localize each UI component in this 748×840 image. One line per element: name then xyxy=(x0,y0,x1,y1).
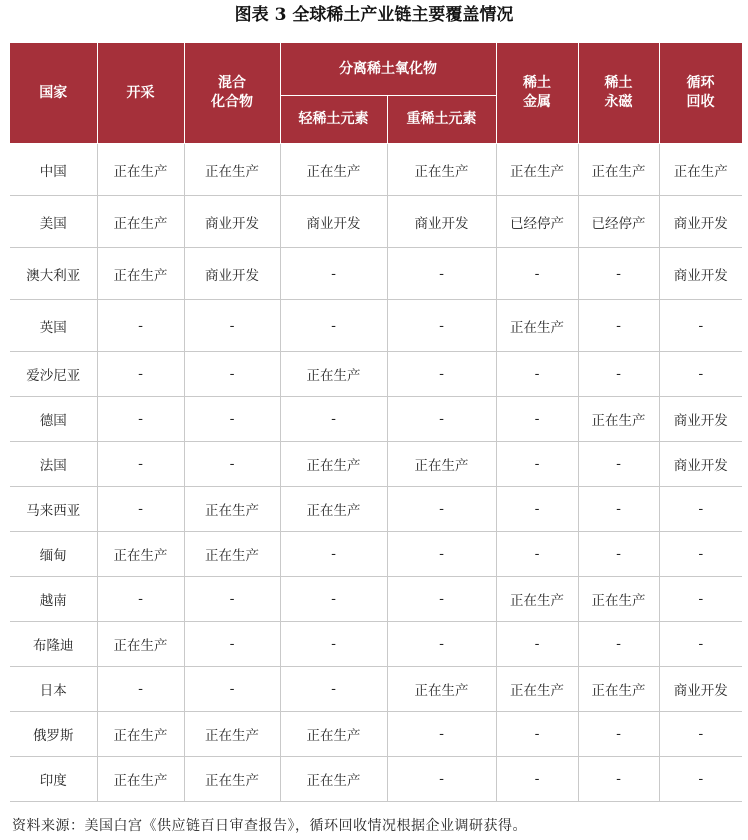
status-cell: - xyxy=(97,667,184,712)
country-cell: 日本 xyxy=(10,667,97,712)
status-cell: 正在生产 xyxy=(659,144,742,196)
country-cell: 爱沙尼亚 xyxy=(10,352,97,397)
status-cell: 正在生产 xyxy=(184,532,280,577)
status-cell: - xyxy=(97,442,184,487)
status-cell: 商业开发 xyxy=(387,196,496,248)
status-cell: 正在生产 xyxy=(184,712,280,757)
status-cell: - xyxy=(387,397,496,442)
status-cell: - xyxy=(659,487,742,532)
header-country: 国家 xyxy=(10,43,97,144)
figure-title: 图表 3 全球稀土产业链主要覆盖情况 xyxy=(234,5,514,25)
header-permanent-magnet: 稀土 永磁 xyxy=(578,43,659,144)
status-cell: 正在生产 xyxy=(280,712,387,757)
status-cell: - xyxy=(280,667,387,712)
status-cell: 正在生产 xyxy=(496,300,578,352)
status-cell: 正在生产 xyxy=(97,622,184,667)
status-cell: 商业开发 xyxy=(659,397,742,442)
status-cell: - xyxy=(280,248,387,300)
status-cell: - xyxy=(578,757,659,802)
header-recycling: 循环 回收 xyxy=(659,43,742,144)
status-cell: 正在生产 xyxy=(97,196,184,248)
country-cell: 布隆迪 xyxy=(10,622,97,667)
status-cell: - xyxy=(496,397,578,442)
status-cell: 正在生产 xyxy=(280,442,387,487)
country-cell: 俄罗斯 xyxy=(10,712,97,757)
status-cell: - xyxy=(496,442,578,487)
country-cell: 德国 xyxy=(10,397,97,442)
country-cell: 缅甸 xyxy=(10,532,97,577)
status-cell: - xyxy=(387,757,496,802)
status-cell: 正在生产 xyxy=(496,577,578,622)
status-cell: 商业开发 xyxy=(184,196,280,248)
status-cell: 商业开发 xyxy=(659,196,742,248)
status-cell: - xyxy=(97,300,184,352)
status-cell: - xyxy=(659,352,742,397)
status-cell: - xyxy=(387,622,496,667)
status-cell: - xyxy=(578,352,659,397)
status-cell: 正在生产 xyxy=(97,248,184,300)
header-rare-earth-metal: 稀土 金属 xyxy=(496,43,578,144)
status-cell: 正在生产 xyxy=(184,487,280,532)
rare-earth-coverage-table xyxy=(10,42,743,802)
status-cell: - xyxy=(659,622,742,667)
table-row xyxy=(10,487,742,532)
country-cell: 中国 xyxy=(10,144,97,196)
status-cell: 正在生产 xyxy=(496,667,578,712)
status-cell: 正在生产 xyxy=(97,144,184,196)
header-mixed-compounds: 混合 化合物 xyxy=(184,43,280,144)
status-cell: - xyxy=(97,487,184,532)
table-header xyxy=(10,43,742,144)
country-cell: 印度 xyxy=(10,757,97,802)
table-row xyxy=(10,757,742,802)
status-cell: - xyxy=(387,300,496,352)
status-cell: 正在生产 xyxy=(280,757,387,802)
status-cell: - xyxy=(496,712,578,757)
status-cell: - xyxy=(578,248,659,300)
table-row xyxy=(10,442,742,487)
status-cell: - xyxy=(578,622,659,667)
status-cell: 正在生产 xyxy=(578,144,659,196)
status-cell: 正在生产 xyxy=(387,667,496,712)
header-mining: 开采 xyxy=(97,43,184,144)
status-cell: - xyxy=(578,300,659,352)
status-cell: - xyxy=(280,397,387,442)
status-cell: - xyxy=(578,712,659,757)
source-note: 资料来源：美国白宫《供应链百日审查报告》，循环回收情况根据企业调研获得。 xyxy=(12,818,527,834)
status-cell: - xyxy=(496,248,578,300)
status-cell: - xyxy=(184,622,280,667)
status-cell: 正在生产 xyxy=(97,712,184,757)
status-cell: - xyxy=(184,397,280,442)
country-cell: 澳大利亚 xyxy=(10,248,97,300)
status-cell: - xyxy=(280,577,387,622)
status-cell: - xyxy=(184,352,280,397)
header-light-rare-earth: 轻稀土元素 xyxy=(280,96,387,144)
status-cell: - xyxy=(97,352,184,397)
table-row xyxy=(10,532,742,577)
status-cell: - xyxy=(659,577,742,622)
status-cell: 正在生产 xyxy=(578,397,659,442)
status-cell: - xyxy=(659,712,742,757)
table-row xyxy=(10,622,742,667)
status-cell: 正在生产 xyxy=(496,144,578,196)
status-cell: 正在生产 xyxy=(280,144,387,196)
status-cell: 正在生产 xyxy=(280,487,387,532)
status-cell: - xyxy=(280,622,387,667)
status-cell: - xyxy=(184,442,280,487)
status-cell: - xyxy=(496,622,578,667)
status-cell: - xyxy=(184,577,280,622)
country-cell: 美国 xyxy=(10,196,97,248)
status-cell: - xyxy=(387,577,496,622)
status-cell: 商业开发 xyxy=(184,248,280,300)
status-cell: - xyxy=(387,248,496,300)
status-cell: 正在生产 xyxy=(184,757,280,802)
table-body xyxy=(10,144,742,802)
status-cell: 正在生产 xyxy=(97,757,184,802)
status-cell: 商业开发 xyxy=(659,667,742,712)
table-row xyxy=(10,352,742,397)
status-cell: - xyxy=(659,300,742,352)
status-cell: - xyxy=(97,577,184,622)
status-cell: - xyxy=(280,532,387,577)
header-separated-oxides: 分离稀土氧化物 xyxy=(280,43,496,96)
country-cell: 英国 xyxy=(10,300,97,352)
status-cell: 正在生产 xyxy=(387,442,496,487)
table-row xyxy=(10,196,742,248)
status-cell: 已经停产 xyxy=(578,196,659,248)
status-cell: - xyxy=(387,532,496,577)
country-cell: 马来西亚 xyxy=(10,487,97,532)
status-cell: - xyxy=(496,532,578,577)
status-cell: 正在生产 xyxy=(184,144,280,196)
status-cell: - xyxy=(496,352,578,397)
status-cell: 正在生产 xyxy=(387,144,496,196)
table-row xyxy=(10,712,742,757)
status-cell: - xyxy=(387,487,496,532)
status-cell: - xyxy=(387,712,496,757)
status-cell: - xyxy=(184,667,280,712)
table-row xyxy=(10,667,742,712)
status-cell: 正在生产 xyxy=(578,667,659,712)
table-row xyxy=(10,144,742,196)
table-row xyxy=(10,248,742,300)
status-cell: - xyxy=(578,487,659,532)
status-cell: 正在生产 xyxy=(578,577,659,622)
status-cell: 商业开发 xyxy=(280,196,387,248)
table-row xyxy=(10,300,742,352)
status-cell: 商业开发 xyxy=(659,248,742,300)
table-row xyxy=(10,397,742,442)
status-cell: - xyxy=(578,532,659,577)
status-cell: - xyxy=(659,757,742,802)
status-cell: 已经停产 xyxy=(496,196,578,248)
status-cell: 商业开发 xyxy=(659,442,742,487)
status-cell: - xyxy=(97,397,184,442)
status-cell: - xyxy=(578,442,659,487)
status-cell: - xyxy=(496,757,578,802)
status-cell: 正在生产 xyxy=(280,352,387,397)
status-cell: - xyxy=(184,300,280,352)
status-cell: - xyxy=(496,487,578,532)
country-cell: 法国 xyxy=(10,442,97,487)
country-cell: 越南 xyxy=(10,577,97,622)
status-cell: - xyxy=(659,532,742,577)
table-row xyxy=(10,577,742,622)
status-cell: 正在生产 xyxy=(97,532,184,577)
header-heavy-rare-earth: 重稀土元素 xyxy=(387,96,496,144)
status-cell: - xyxy=(387,352,496,397)
status-cell: - xyxy=(280,300,387,352)
